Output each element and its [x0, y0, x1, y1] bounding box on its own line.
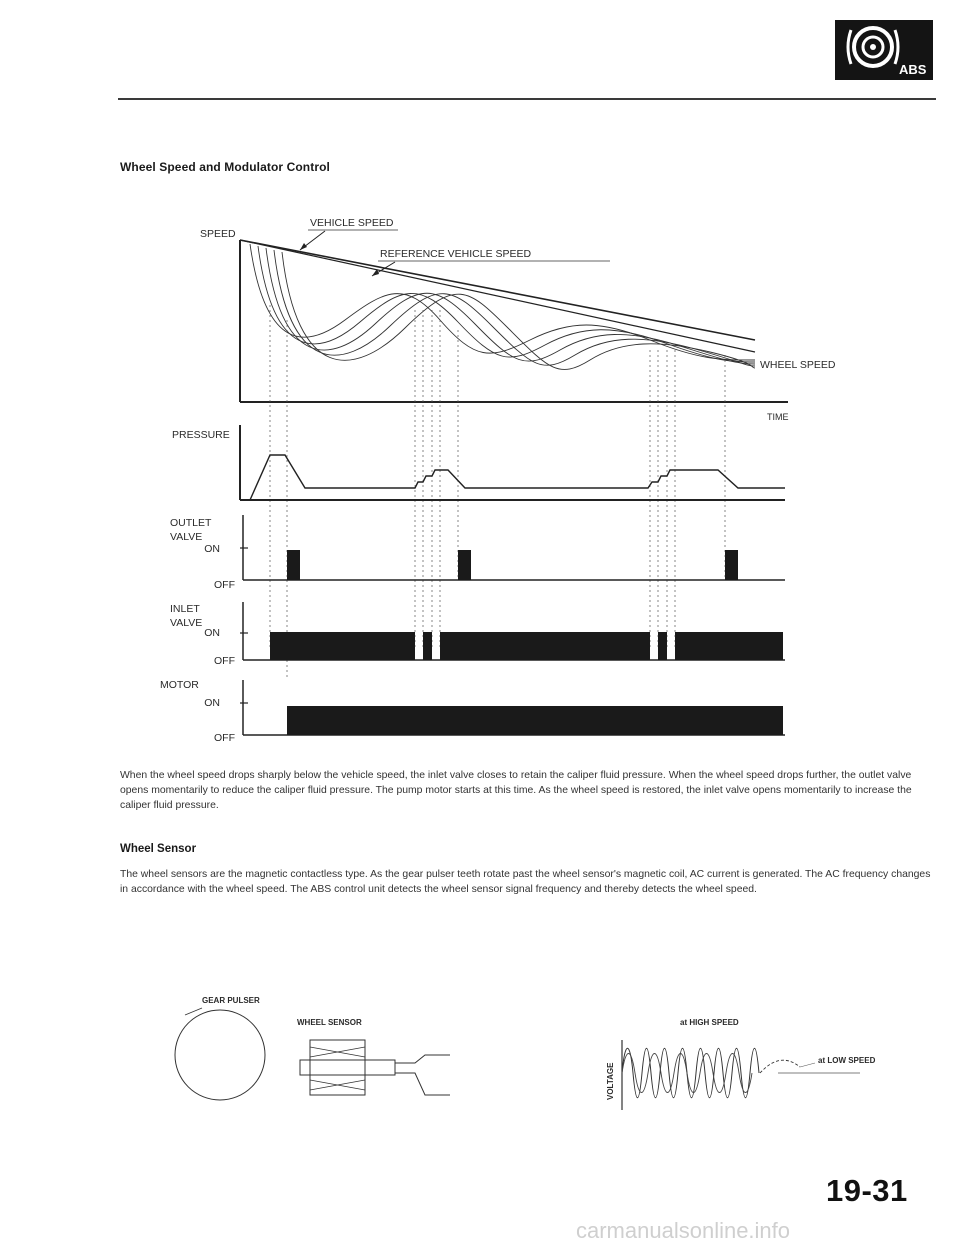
outlet-valve-label-2: VALVE: [170, 531, 203, 543]
pressure-axis-label: PRESSURE: [172, 429, 230, 441]
section-title: Wheel Speed and Modulator Control: [120, 160, 330, 174]
vehicle-speed-label: VEHICLE SPEED: [310, 217, 394, 229]
abs-logo-icon: [835, 20, 933, 80]
inlet-on-label: ON: [204, 627, 220, 639]
modulator-description: When the wheel speed drops sharply below the vehicle speed, the inlet valve closes to retain the caliper fluid pressure. When the wheel speed drops further, the outlet valve opens momentarily to reduce the caliper fluid pressure. The pump motor starts at this time. As the wheel speed is restored, the inlet valve opens momentarily to increase the caliper fluid pressure.: [120, 770, 912, 811]
outlet-valve-label-1: OUTLET: [170, 517, 212, 529]
wheel-sensor-label: WHEEL SENSOR: [297, 1018, 362, 1027]
page-number: 19-31: [826, 1173, 908, 1208]
time-axis-label: TIME: [767, 412, 789, 422]
high-speed-label: at HIGH SPEED: [680, 1018, 739, 1027]
motor-off-label: OFF: [214, 732, 235, 744]
outlet-on-label: ON: [204, 543, 220, 555]
header-rule: [118, 98, 936, 100]
motor-label: MOTOR: [160, 679, 199, 691]
watermark: carmanualsonline.info: [576, 1218, 791, 1243]
inlet-off-label: OFF: [214, 655, 235, 667]
speed-axis-label: SPEED: [200, 228, 236, 240]
abs-badge-label: ABS: [899, 62, 927, 77]
wheel-sensor-description: The wheel sensors are the magnetic contactless type. As the gear pulser teeth rotate past the wheel sensor's magnetic coil, AC current is generated. The AC frequency changes in accordance with the wheel speed. The ABS control unit detects the wheel sensor signal frequency and thereby detects the wheel speed.: [120, 869, 931, 895]
voltage-axis-label: VOLTAGE: [606, 1062, 615, 1100]
inlet-valve-label-1: INLET: [170, 603, 200, 615]
reference-speed-label: REFERENCE VEHICLE SPEED: [380, 248, 532, 260]
wheel-speed-modulator-diagram: [140, 210, 880, 750]
wheel-sensor-heading: Wheel Sensor: [120, 843, 197, 855]
motor-on-label: ON: [204, 697, 220, 709]
gear-pulser-label: GEAR PULSER: [202, 996, 260, 1005]
wheel-speed-label: WHEEL SPEED: [760, 359, 836, 371]
wheel-sensor-figure: [160, 985, 880, 1115]
outlet-off-label: OFF: [214, 579, 235, 591]
low-speed-label: at LOW SPEED: [818, 1056, 876, 1065]
inlet-valve-label-2: VALVE: [170, 617, 203, 629]
